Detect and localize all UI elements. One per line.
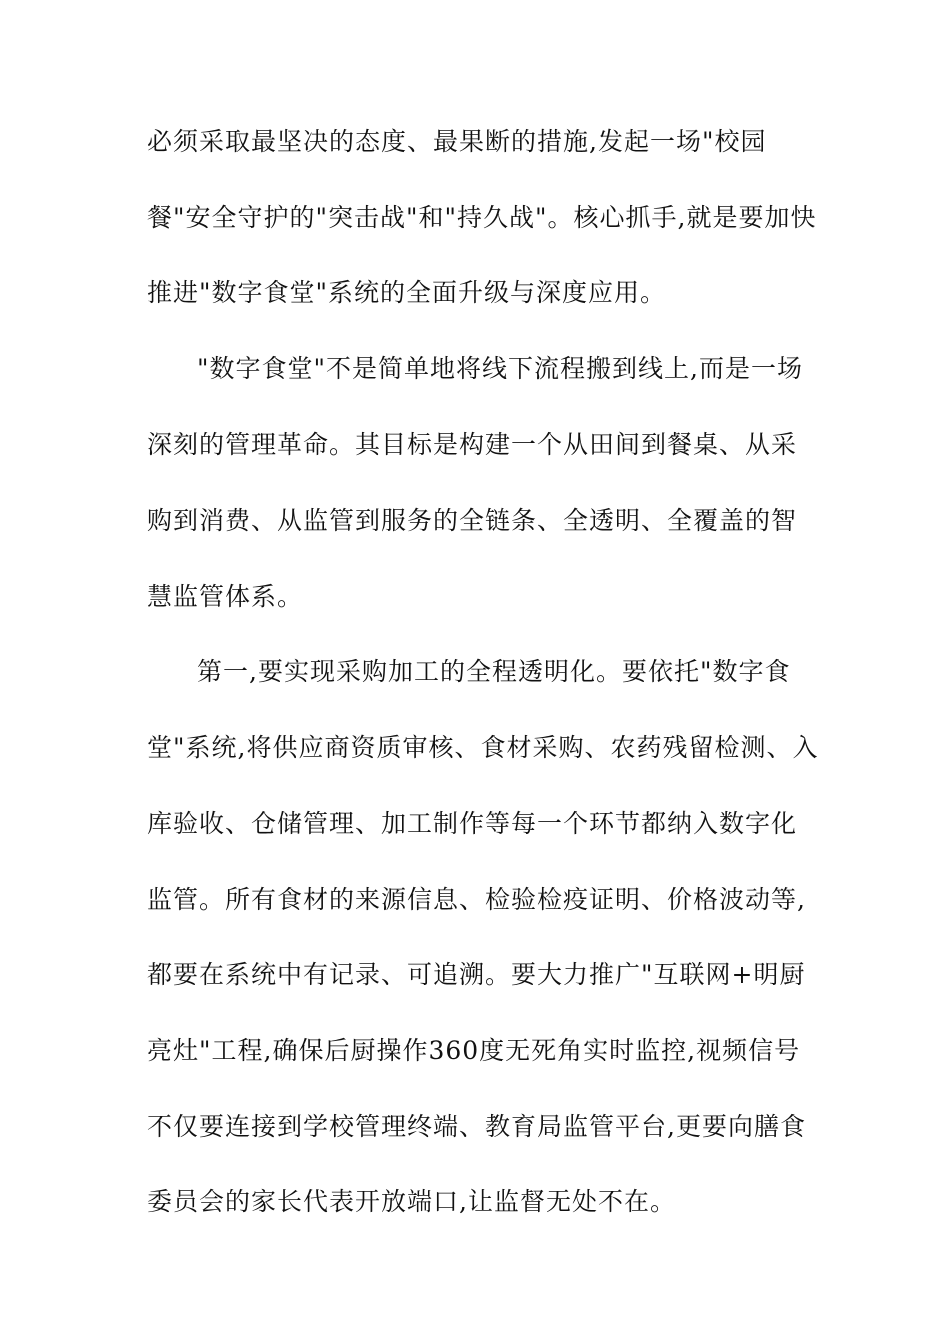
text-line: 推进"数字食堂"系统的全面升级与深度应用。 (147, 278, 666, 307)
text-line: 购到消费、从监管到服务的全链条、全透明、全覆盖的智 (147, 506, 798, 535)
text-line: 餐"安全守护的"突击战"和"持久战"。核心抓手,就是要加快 (147, 203, 817, 232)
text-line: 库验收、仓储管理、加工制作等每一个环节都纳入数字化 (147, 809, 798, 838)
text-line: 委员会的家长代表开放端口,让监督无处不在。 (147, 1187, 676, 1216)
text-line: 必须采取最坚决的态度、最果断的措施,发起一场"校园 (147, 127, 767, 156)
text-line: 慧监管体系。 (147, 582, 304, 611)
paragraph-first-line: 第一,要实现采购加工的全程透明化。要依托"数字食 (197, 657, 791, 686)
text-line: 深刻的管理革命。其目标是构建一个从田间到餐桌、从采 (147, 430, 798, 459)
text-line: 不仅要连接到学校管理终端、教育局监管平台,更要向膳食 (147, 1112, 806, 1141)
text-line: 都要在系统中有记录、可追溯。要大力推广"互联网+明厨 (147, 960, 806, 989)
text-line: 堂"系统,将供应商资质审核、食材采购、农药残留检测、入 (147, 733, 819, 762)
text-line: 亮灶"工程,确保后厨操作360度无死角实时监控,视频信号 (147, 1036, 801, 1065)
paragraph-first-line: "数字食堂"不是简单地将线下流程搬到线上,而是一场 (197, 354, 803, 383)
text-line: 监管。所有食材的来源信息、检验检疫证明、价格波动等, (147, 885, 806, 914)
